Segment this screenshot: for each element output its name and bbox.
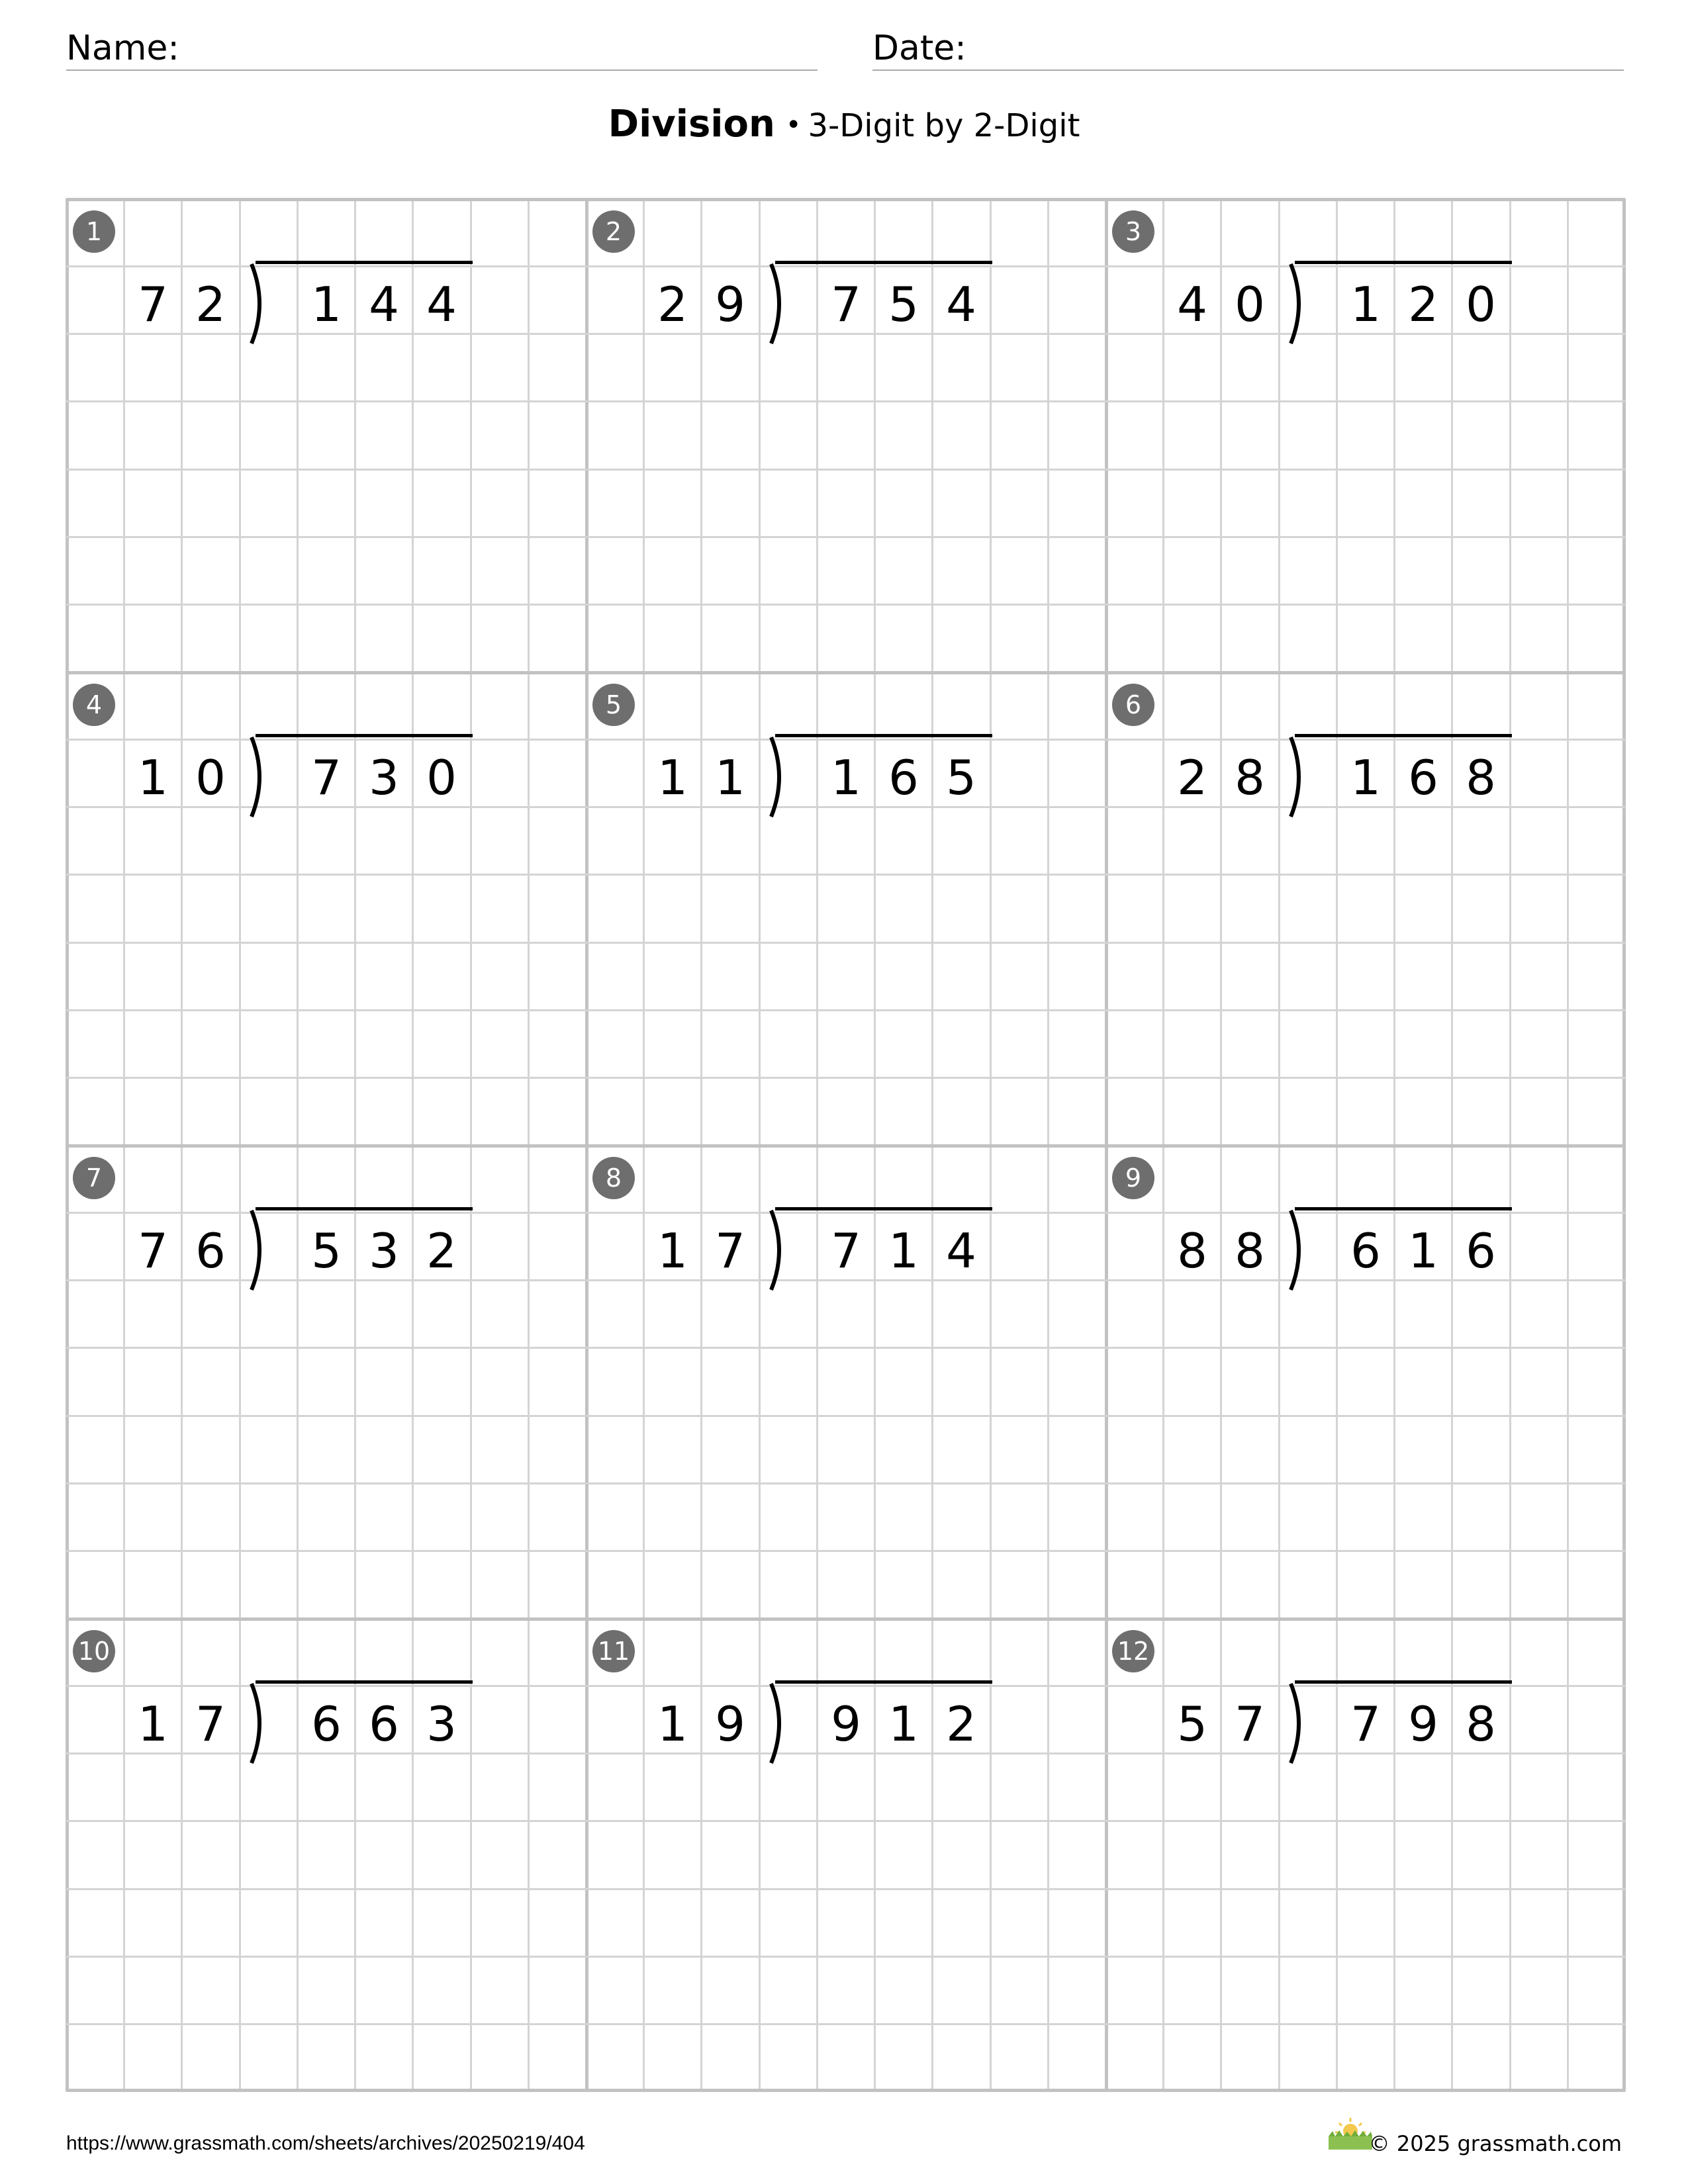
division-vinculum	[256, 1680, 473, 1684]
division-vinculum	[775, 1680, 992, 1684]
divisor-digit: 1	[138, 1696, 168, 1752]
divisor-digit: 4	[1177, 277, 1207, 332]
division-problem	[66, 1618, 586, 2091]
dividend-digit: 1	[1350, 277, 1381, 332]
dividend-digit: 1	[888, 1696, 919, 1752]
divisor-digit: 7	[138, 277, 168, 332]
division-vinculum	[1295, 1207, 1512, 1210]
division-problem	[586, 1618, 1105, 2091]
division-vinculum	[775, 1207, 992, 1210]
dividend-digit: 4	[426, 277, 457, 332]
division-problem	[586, 672, 1105, 1145]
divisor-digit: 9	[715, 1696, 745, 1752]
dividend-digit: 6	[1350, 1223, 1381, 1279]
division-bracket	[245, 1681, 269, 1766]
division-problem	[586, 1145, 1105, 1618]
division-vinculum	[256, 734, 473, 737]
dividend-digit: 9	[1408, 1696, 1438, 1752]
dividend-digit: 1	[831, 750, 861, 805]
problem-number-badge: 9	[1112, 1157, 1154, 1199]
division-problem	[1105, 1618, 1625, 2091]
problem-number-badge: 10	[73, 1630, 115, 1672]
dividend-digit: 2	[426, 1223, 457, 1279]
division-vinculum	[1295, 1680, 1512, 1684]
worksheet-title	[0, 103, 1688, 146]
division-bracket	[765, 1681, 788, 1766]
divisor-digit: 1	[715, 750, 745, 805]
division-problem	[66, 1145, 586, 1618]
division-bracket	[1284, 261, 1308, 346]
dividend-digit: 2	[946, 1696, 976, 1752]
dividend-digit: 1	[1408, 1223, 1438, 1279]
dividend-digit: 5	[946, 750, 976, 805]
dividend-digit: 3	[369, 750, 399, 805]
dividend-digit: 1	[888, 1223, 919, 1279]
divisor-digit: 6	[195, 1223, 226, 1279]
division-problem	[1105, 1145, 1625, 1618]
problem-number-badge: 12	[1112, 1630, 1154, 1672]
division-problem	[66, 199, 586, 672]
problem-number-badge: 7	[73, 1157, 115, 1199]
dividend-digit: 1	[1350, 750, 1381, 805]
problem-number-badge: 8	[592, 1157, 635, 1199]
divisor-digit: 7	[1235, 1696, 1265, 1752]
division-vinculum	[256, 261, 473, 264]
problem-number-badge: 3	[1112, 210, 1154, 253]
divisor-digit: 2	[1177, 750, 1207, 805]
divisor-digit: 2	[657, 277, 688, 332]
dividend-digit: 4	[946, 277, 976, 332]
dividend-digit: 0	[1466, 277, 1496, 332]
dividend-digit: 8	[1466, 750, 1496, 805]
dividend-digit: 7	[831, 1223, 861, 1279]
dividend-digit: 1	[311, 277, 342, 332]
dividend-digit: 7	[831, 277, 861, 332]
division-bracket	[1284, 735, 1308, 819]
divisor-digit: 7	[195, 1696, 226, 1752]
problem-number-badge: 5	[592, 684, 635, 726]
division-bracket	[1284, 1208, 1308, 1293]
date-label: Date:	[872, 28, 966, 68]
divisor-digit: 8	[1235, 750, 1265, 805]
dividend-digit: 6	[311, 1696, 342, 1752]
division-vinculum	[775, 734, 992, 737]
date-field[interactable]	[872, 20, 1624, 71]
dividend-digit: 9	[831, 1696, 861, 1752]
divisor-digit: 8	[1177, 1223, 1207, 1279]
dividend-digit: 4	[369, 277, 399, 332]
divisor-digit: 7	[715, 1223, 745, 1279]
name-label: Name:	[66, 28, 179, 68]
division-vinculum	[775, 261, 992, 264]
division-problem	[586, 199, 1105, 672]
dividend-digit: 4	[946, 1223, 976, 1279]
divisor-digit: 0	[195, 750, 226, 805]
footer-copyright: © 2025 grassmath.com	[1368, 2131, 1622, 2156]
division-vinculum	[1295, 734, 1512, 737]
division-bracket	[765, 1208, 788, 1293]
divisor-digit: 0	[1235, 277, 1265, 332]
grass-sun-logo-icon	[1327, 2116, 1374, 2151]
division-problem	[1105, 199, 1625, 672]
dividend-digit: 6	[1408, 750, 1438, 805]
worksheet-grid	[66, 199, 1625, 2091]
dividend-digit: 3	[369, 1223, 399, 1279]
divisor-digit: 1	[657, 1223, 688, 1279]
dividend-digit: 0	[426, 750, 457, 805]
division-bracket	[1284, 1681, 1308, 1766]
divisor-digit: 5	[1177, 1696, 1207, 1752]
dividend-digit: 7	[1350, 1696, 1381, 1752]
problem-number-badge: 11	[592, 1630, 635, 1672]
division-bracket	[245, 261, 269, 346]
dividend-digit: 2	[1408, 277, 1438, 332]
footer-url[interactable]: https://www.grassmath.com/sheets/archives/20250219/404	[66, 2132, 585, 2154]
problem-number-badge: 6	[1112, 684, 1154, 726]
title-bullet: •	[785, 110, 802, 140]
dividend-digit: 8	[1466, 1696, 1496, 1752]
division-problem	[1105, 672, 1625, 1145]
dividend-digit: 3	[426, 1696, 457, 1752]
title-main: Division	[608, 103, 775, 146]
divisor-digit: 7	[138, 1223, 168, 1279]
name-field[interactable]	[66, 20, 818, 71]
title-subtitle: 3-Digit by 2-Digit	[808, 107, 1080, 144]
problem-number-badge: 2	[592, 210, 635, 253]
dividend-digit: 6	[369, 1696, 399, 1752]
division-problem	[66, 672, 586, 1145]
dividend-digit: 5	[311, 1223, 342, 1279]
divisor-digit: 1	[657, 750, 688, 805]
divisor-digit: 9	[715, 277, 745, 332]
divisor-digit: 8	[1235, 1223, 1265, 1279]
division-bracket	[765, 735, 788, 819]
division-vinculum	[1295, 261, 1512, 264]
divisor-digit: 1	[138, 750, 168, 805]
division-bracket	[245, 1208, 269, 1293]
division-bracket	[245, 735, 269, 819]
dividend-digit: 6	[888, 750, 919, 805]
divisor-digit: 1	[657, 1696, 688, 1752]
division-vinculum	[256, 1207, 473, 1210]
problem-number-badge: 4	[73, 684, 115, 726]
dividend-digit: 7	[311, 750, 342, 805]
dividend-digit: 5	[888, 277, 919, 332]
division-bracket	[765, 261, 788, 346]
dividend-digit: 6	[1466, 1223, 1496, 1279]
problem-number-badge: 1	[73, 210, 115, 253]
divisor-digit: 2	[195, 277, 226, 332]
